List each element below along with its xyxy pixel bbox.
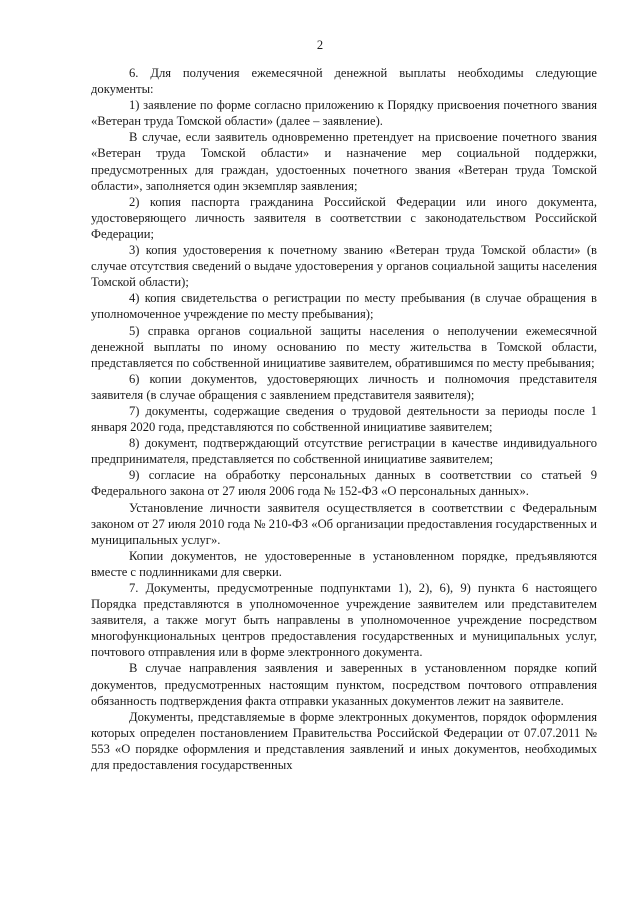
paragraph-subitem-6: 6) копии документов, удостоверяющих личность и полномочия представителя заявителя (в случае обращения с заявлением представителя заявителя); bbox=[91, 371, 597, 402]
paragraph-subitem-2: 2) копия паспорта гражданина Российской Федерации или иного документа, удостоверяющего личность заявителя в соответствии с законодательством Российской Федерации; bbox=[91, 194, 597, 241]
paragraph-subitem-1: 1) заявление по форме согласно приложению к Порядку присвоения почетного звания «Ветеран труда Томской области» (далее – заявление). bbox=[91, 98, 597, 129]
paragraph-subitem-3: 3) копия удостоверения к почетному званию «Ветеран труда Томской области» (в случае отсутствия сведений о выдаче удостоверения у органов социальной защиты населения Томской области); bbox=[91, 243, 597, 290]
paragraph-postal: В случае направления заявления и заверенных в установленном порядке копий документов, предусмотренных настоящим пунктом, посредством почтового отправления обязанность подтверждения факта отправки указанных документов лежит на заявителе. bbox=[91, 661, 597, 708]
paragraph-electronic: Документы, представляемые в форме электронных документов, порядок оформления которых определен постановлением Правительства Российской Федерации от 07.07.2011 № 553 «О порядке оформления и представления заявлений и иных документов, необходимых для предоставления государственных bbox=[91, 709, 597, 773]
paragraph-copies: Копии документов, не удостоверенные в установленном порядке, предъявляются вместе с подлинниками для сверки. bbox=[91, 548, 597, 579]
paragraph-subitem-5: 5) справка органов социальной защиты населения о неполучении ежемесячной денежной выплаты по иному основанию по месту жительства в Томской области, представляется по собственной инициативе заявителем, обратившимся по месту пребывания; bbox=[91, 323, 597, 370]
paragraph-subitem-9: 9) согласие на обработку персональных данных в соответствии со статьей 9 Федерального закона от 27 июля 2006 года № 152-ФЗ «О персональных данных». bbox=[91, 468, 597, 499]
paragraph-item-6: 6. Для получения ежемесячной денежной выплаты необходимы следующие документы: bbox=[91, 66, 597, 97]
paragraph-item-7: 7. Документы, предусмотренные подпунктами 1), 2), 6), 9) пункта 6 настоящего Порядка представляются в уполномоченное учреждение заявителем или представителем заявителя, а также могут быть направлены в уполномоченное учреждение посредством многофункциональных центров предоставления государственных и муниципальных услуг, почтового отправления или в форме электронного документа. bbox=[91, 581, 597, 660]
paragraph-subitem-4: 4) копия свидетельства о регистрации по месту пребывания (в случае обращения в уполномоченное учреждение по месту пребывания); bbox=[91, 291, 597, 322]
document-body bbox=[91, 65, 597, 773]
paragraph-subitem-8: 8) документ, подтверждающий отсутствие регистрации в качестве индивидуального предпринимателя, представляется по собственной инициативе заявителем; bbox=[91, 436, 597, 467]
paragraph-subitem-7: 7) документы, содержащие сведения о трудовой деятельности за периоды после 1 января 2020 года, представляются по собственной инициативе заявителем; bbox=[91, 403, 597, 435]
paragraph-single-application: В случае, если заявитель одновременно претендует на присвоение почетного звания «Ветеран труда Томской области» и назначение мер социальной поддержки, предусмотренных для граждан, удостоенных почетного звания «Ветеран труда Томской области», заполняется один экземпляр заявления; bbox=[91, 130, 597, 193]
page-number: 2 bbox=[316, 38, 324, 52]
paragraph-identity: Установление личности заявителя осуществляется в соответствии с Федеральным законом от 27 июля 2010 года № 210-ФЗ «Об организации предоставления государственных и муниципальных услуг». bbox=[91, 500, 597, 547]
